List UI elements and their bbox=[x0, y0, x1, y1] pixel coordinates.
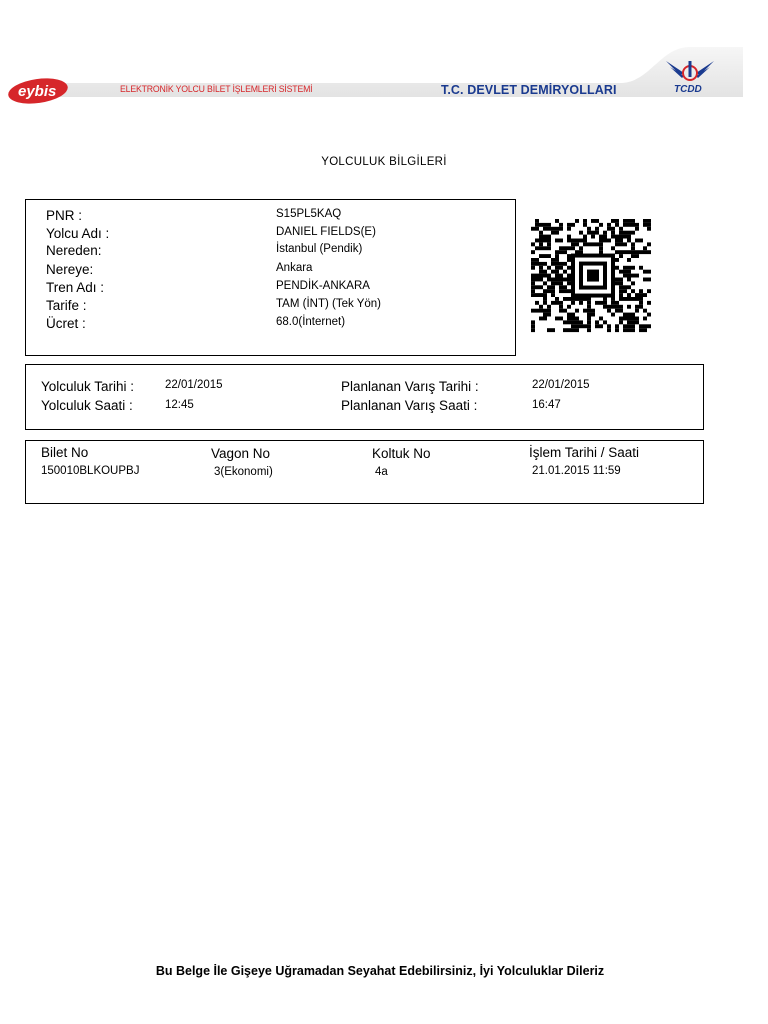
seat-no-value: 4a bbox=[375, 466, 388, 478]
ticket-no-value: 150010BLKOUPBJ bbox=[41, 465, 140, 477]
fee-label: Ücret : bbox=[46, 316, 86, 331]
journey-time-label: Yolculuk Saati : bbox=[41, 398, 133, 413]
section-title: YOLCULUK BİLGİLERİ bbox=[321, 156, 447, 168]
journey-date-value: 22/01/2015 bbox=[165, 379, 223, 391]
tcdd-logo bbox=[662, 51, 718, 97]
name-value: DANIEL FIELDS(E) bbox=[276, 226, 376, 238]
tariff-label: Tarife : bbox=[46, 298, 87, 313]
arrival-date-value: 22/01/2015 bbox=[532, 379, 590, 391]
arrival-time-value: 16:47 bbox=[532, 399, 561, 411]
fee-value: 68.0(İnternet) bbox=[276, 316, 346, 328]
passenger-info-box bbox=[25, 199, 516, 356]
seat-no-header: Koltuk No bbox=[372, 446, 431, 461]
wagon-no-value: 3(Ekonomi) bbox=[214, 466, 273, 478]
arrival-date-label: Planlanan Varış Tarihi : bbox=[341, 379, 479, 394]
transaction-datetime-header: İşlem Tarihi / Saati bbox=[529, 445, 640, 460]
journey-date-label: Yolculuk Tarihi : bbox=[41, 379, 135, 394]
pnr-value: S15PL5KAQ bbox=[276, 208, 342, 220]
to-label: Nereye: bbox=[46, 262, 94, 277]
eybis-logo bbox=[8, 30, 100, 110]
svg-text:TCDD: TCDD bbox=[674, 84, 702, 95]
arrival-time-label: Planlanan Varış Saati : bbox=[341, 398, 478, 413]
tariff-value: TAM (İNT) (Tek Yön) bbox=[276, 298, 381, 310]
svg-text:eybis: eybis bbox=[18, 83, 57, 100]
train-value: PENDİK-ANKARA bbox=[276, 280, 370, 292]
system-name: ELEKTRONİK YOLCU BİLET İŞLEMLERİ SİSTEMİ bbox=[120, 84, 313, 95]
from-label: Nereden: bbox=[46, 243, 102, 258]
from-value: İstanbul (Pendik) bbox=[276, 243, 363, 255]
ticket-no-header: Bilet No bbox=[41, 445, 89, 460]
name-label: Yolcu Adı : bbox=[46, 226, 110, 241]
pnr-label: PNR : bbox=[46, 208, 83, 223]
qr-code-icon bbox=[531, 219, 651, 333]
journey-info-box bbox=[25, 364, 704, 430]
footer-note: Bu Belge İle Gişeye Uğramadan Seyahat Edebilirsiniz, İyi Yolculuklar Dileriz bbox=[155, 964, 605, 978]
to-value: Ankara bbox=[276, 262, 313, 274]
journey-time-value: 12:45 bbox=[165, 399, 194, 411]
wagon-no-header: Vagon No bbox=[211, 446, 271, 461]
train-label: Tren Adı : bbox=[46, 280, 105, 295]
transaction-datetime-value: 21.01.2015 11:59 bbox=[532, 465, 621, 477]
company-name: T.C. DEVLET DEMİRYOLLARI bbox=[441, 83, 617, 97]
